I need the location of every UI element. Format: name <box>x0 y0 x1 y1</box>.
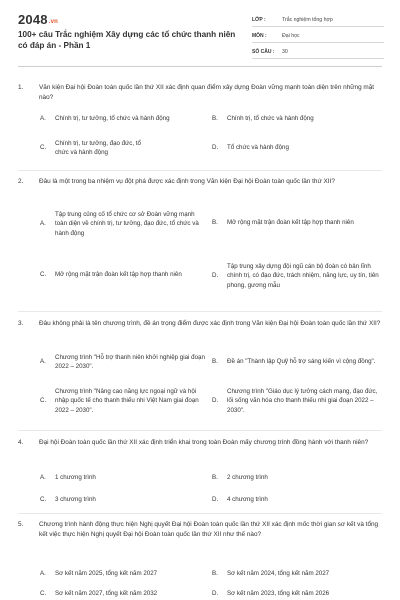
meta-row-lop <box>252 12 384 27</box>
question-5-option-d[interactable] <box>212 588 382 600</box>
option-letter: B. <box>212 474 218 482</box>
question-4-option-d[interactable] <box>212 494 382 506</box>
option-text: Mở rộng mặt trận đoàn kết tập hợp thanh niên <box>55 271 182 279</box>
option-letter: A. <box>40 115 46 123</box>
meta-row-socau <box>252 44 384 59</box>
option-letter: D. <box>212 496 219 504</box>
question-1-option-b[interactable] <box>212 113 382 125</box>
question-2-option-b[interactable] <box>212 212 382 234</box>
question-number: 5. <box>18 521 24 528</box>
option-letter: C. <box>40 397 47 405</box>
question-3-option-d[interactable] <box>212 384 382 418</box>
option-text: Tập trung xây dựng đội ngũ cán bộ đoàn có bản lĩnh chính trị, có đạo đức, trách nhiệm, năng lực, uy tín, tiên phong, gương mẫu <box>227 262 379 289</box>
meta-row-mon <box>252 28 384 43</box>
option-text: Chính trị, tổ chức và hành động <box>227 115 314 123</box>
option-letter: B. <box>212 219 218 227</box>
question-5-stem <box>18 520 384 540</box>
socau-value: 30 <box>282 49 288 55</box>
question-number: 1. <box>18 84 24 91</box>
option-text: Sơ kết năm 2025, tổng kết năm 2027 <box>55 570 158 578</box>
option-text: Mở rộng mặt trận đoàn kết tập hợp thanh niên <box>227 219 354 227</box>
question-1-option-a[interactable] <box>40 113 200 125</box>
mon-value: Đại học <box>282 33 300 39</box>
option-letter: D. <box>212 590 219 598</box>
option-text: Chương trình "Giáo dục lý tưởng cách mạng, đạo đức, lối sống văn hóa cho thanh thiếu nhi giai đoạn 2022 – 2030". <box>227 387 378 414</box>
option-letter: D. <box>212 397 219 405</box>
option-text: Sơ kết năm 2024, tổng kết năm 2027 <box>227 570 330 578</box>
question-1-stem <box>18 83 384 103</box>
question-1-option-d[interactable] <box>212 142 382 154</box>
option-text: Tập trung củng cố tổ chức cơ sở Đoàn vững mạnh toàn diện về chính trị, tư tưởng, đạo đức, tổ chức và hành động <box>55 210 199 237</box>
lop-value: Trắc nghiệm tổng hợp <box>282 17 333 23</box>
question-2-option-a[interactable] <box>40 207 205 241</box>
question-number: 4. <box>18 439 24 446</box>
question-text: Văn kiện Đại hội Đoàn toàn quốc lần thứ XII xác định quan điểm xây dựng Đoàn vững mạnh toàn diện trên những mặt nào? <box>39 84 375 101</box>
question-5-option-a[interactable] <box>40 568 200 580</box>
option-text: Chính trị, tư tưởng, đạo đức, tổ chức và hành động <box>55 139 141 156</box>
question-text: Chương trình hành động thực hiện Nghị quyết Đại hội Đoàn toàn quốc lần thứ XII xác định mốc thời gian sơ kết và tổng kết việc thực hiện Nghị quyết Đại hội Đoàn toàn quốc lần thứ XII như thế nào? <box>39 521 379 538</box>
logo-tld: .vn <box>48 19 59 25</box>
option-letter: C. <box>40 590 47 598</box>
question-2-option-d[interactable] <box>212 254 382 298</box>
question-divider <box>18 430 382 431</box>
question-3-option-c[interactable] <box>40 384 205 418</box>
option-letter: A. <box>40 220 46 228</box>
question-5-option-c[interactable] <box>40 588 200 600</box>
option-letter: B. <box>212 570 218 578</box>
question-4-stem <box>18 438 384 448</box>
question-4-option-a[interactable] <box>40 472 200 484</box>
option-text: Sơ kết năm 2023, tổng kết năm 2026 <box>227 590 330 598</box>
option-letter: C. <box>40 496 47 504</box>
option-text: Chương trình "Nâng cao năng lực ngoại ngữ và hội nhập quốc tế cho thanh thiếu nhi Việt Nam giai đoạn 2022 – 2030". <box>55 387 199 414</box>
question-text: Đại hội Đoàn toàn quốc lần thứ XII xác định triển khai trong toàn Đoàn mấy chương trình đồng hành với thanh niên? <box>39 439 369 446</box>
question-4-option-b[interactable] <box>212 472 382 484</box>
document-title: 100+ câu Trắc nghiệm Xây dựng các tổ chức thanh niên có đáp án - Phần 1 <box>18 30 236 50</box>
question-2-stem <box>18 177 384 187</box>
header-divider <box>18 66 382 67</box>
meta-info-box <box>252 12 384 60</box>
option-letter: C. <box>40 271 47 279</box>
question-divider <box>18 170 382 171</box>
lop-label: LỚP : <box>252 17 266 23</box>
question-2-option-c[interactable] <box>40 264 205 286</box>
option-text: Chính trị, tư tưởng, tổ chức và hành động <box>55 115 170 123</box>
question-4-option-c[interactable] <box>40 494 200 506</box>
mon-label: MÔN : <box>252 33 267 39</box>
question-3-option-a[interactable] <box>40 350 205 374</box>
option-letter: C. <box>40 144 47 152</box>
option-text: Chương trình "Hỗ trợ thanh niên khởi nghiệp giai đoạn 2022 – 2030". <box>55 353 205 370</box>
option-text: 1 chương trình <box>55 474 96 482</box>
option-letter: A. <box>40 358 46 366</box>
option-text: 2 chương trình <box>227 474 268 482</box>
question-1-option-c[interactable] <box>40 137 200 159</box>
option-text: Tổ chức và hành động <box>227 144 289 152</box>
question-number: 2. <box>18 178 24 185</box>
question-3-option-b[interactable] <box>212 350 382 374</box>
option-letter: D. <box>212 144 219 152</box>
question-number: 3. <box>18 320 24 327</box>
option-letter: D. <box>212 272 219 280</box>
option-letter: A. <box>40 474 46 482</box>
document-header <box>0 0 400 66</box>
question-divider <box>18 513 382 514</box>
option-text: 3 chương trình <box>55 496 96 504</box>
socau-label: SỐ CÂU : <box>252 49 275 55</box>
question-divider <box>18 311 382 312</box>
option-text: Đề án "Thành lập Quỹ hỗ trợ sáng kiến vì cộng đồng". <box>227 358 376 366</box>
question-text: Đâu là một trong ba nhiệm vụ đột phá được xác định trong Văn kiện Đại hội Đoàn toàn quốc lần thứ XII? <box>39 178 335 185</box>
option-letter: B. <box>212 115 218 123</box>
option-letter: B. <box>212 358 218 366</box>
question-text: Đâu không phải là tên chương trình, đề án trọng điểm được xác định trong Văn kiện Đại hội Đoàn toàn quốc lần thứ XII? <box>39 320 381 327</box>
site-logo[interactable] <box>18 12 58 27</box>
question-3-stem <box>18 319 384 329</box>
option-letter: A. <box>40 570 46 578</box>
logo-number: 2048 <box>18 12 48 27</box>
option-text: Sơ kết năm 2027, tổng kết năm 2032 <box>55 590 158 598</box>
option-text: 4 chương trình <box>227 496 268 504</box>
question-5-option-b[interactable] <box>212 568 382 580</box>
